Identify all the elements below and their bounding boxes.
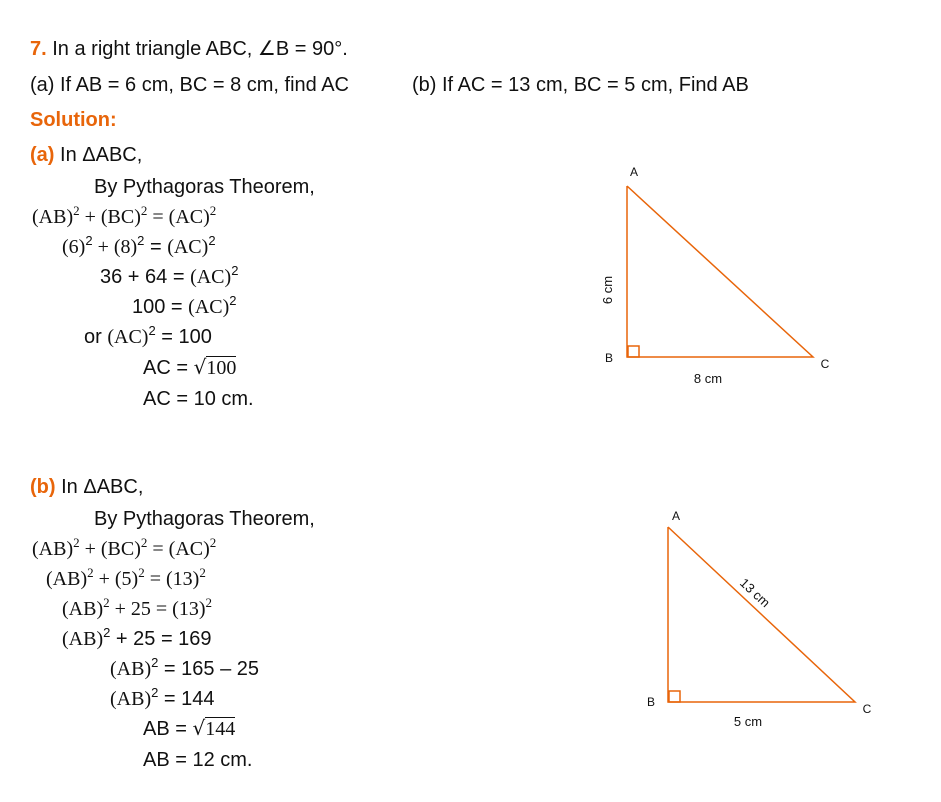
part-b-step-2: $(AB)^2 + (5)^2 = (13)^2$ — [46, 565, 206, 590]
part-b-step-1: (AB)$^2$ + (BC)$^2$ = (AC)$^2$ — [32, 535, 217, 560]
part-b-label: (b) — [30, 476, 56, 498]
sqrt-expression: √100 — [193, 355, 237, 379]
part-a-label: (a) — [30, 144, 55, 166]
part-a-step-1: (AB)$^2$ + (BC)$^2$ = (AC)$^2$ — [32, 203, 217, 228]
vertex-a-label: A — [671, 509, 681, 523]
vertex-c-label: C — [820, 357, 830, 371]
part-b-answer: AB = 12 cm. — [143, 749, 253, 771]
part-a-step-3: 36 + 64 = (AC)$^2$ — [100, 263, 239, 288]
question-text: In a right triangle ABC, ∠B = 90°. — [52, 38, 348, 60]
solution-label: Solution: — [30, 109, 117, 131]
sqrt-expression: √144 — [192, 716, 236, 740]
part-b-step-4: (AB)$^2$ + 25 = 169 — [62, 625, 212, 650]
part-b-step-6: (AB)$^2$ = 144 — [110, 685, 215, 710]
vertex-b-label: B — [646, 695, 656, 709]
part-a-intro-text: In ΔABC, — [60, 144, 143, 166]
part-a-step-2: $(6)^2 + (8)^2 = (AC)^2$ — [62, 233, 216, 258]
right-angle-marker-b — [669, 691, 680, 702]
part-b-theorem: By Pythagoras Theorem, — [94, 508, 315, 530]
side-bc-label: 8 cm — [693, 371, 723, 386]
question-part-b: (b) If AC = 13 cm, BC = 5 cm, Find AB — [412, 74, 749, 96]
vertex-c-label: C — [862, 702, 872, 716]
triangle-b-outline — [668, 527, 855, 702]
part-b-step-7: AB = √144 — [143, 716, 236, 740]
vertex-b-label: B — [604, 351, 614, 365]
question-part-a: (a) If AB = 6 cm, BC = 8 cm, find AC — [30, 74, 350, 96]
side-ab-label: 6 cm — [600, 275, 615, 305]
side-bc-label: 5 cm — [733, 714, 763, 729]
part-b-step-3: $(AB)^2 + 25 = (13)^2$ — [62, 595, 212, 620]
part-b-step-5: (AB)$^2$ = 165 – 25 — [110, 655, 259, 680]
part-a-step-5: or (AC)$^2$ = 100 — [84, 323, 212, 348]
part-b-intro-text: In ΔABC, — [61, 476, 144, 498]
part-a-answer: AC = 10 cm. — [143, 388, 254, 410]
side-ac-label: 13 cm — [737, 575, 774, 611]
question-number: 7. — [30, 38, 47, 60]
vertex-a-label: A — [629, 165, 639, 179]
part-a-step-6: AC = √100 — [143, 355, 237, 379]
part-a-theorem: By Pythagoras Theorem, — [94, 176, 315, 198]
part-a-step-4: 100 = (AC)$^2$ — [132, 293, 237, 318]
